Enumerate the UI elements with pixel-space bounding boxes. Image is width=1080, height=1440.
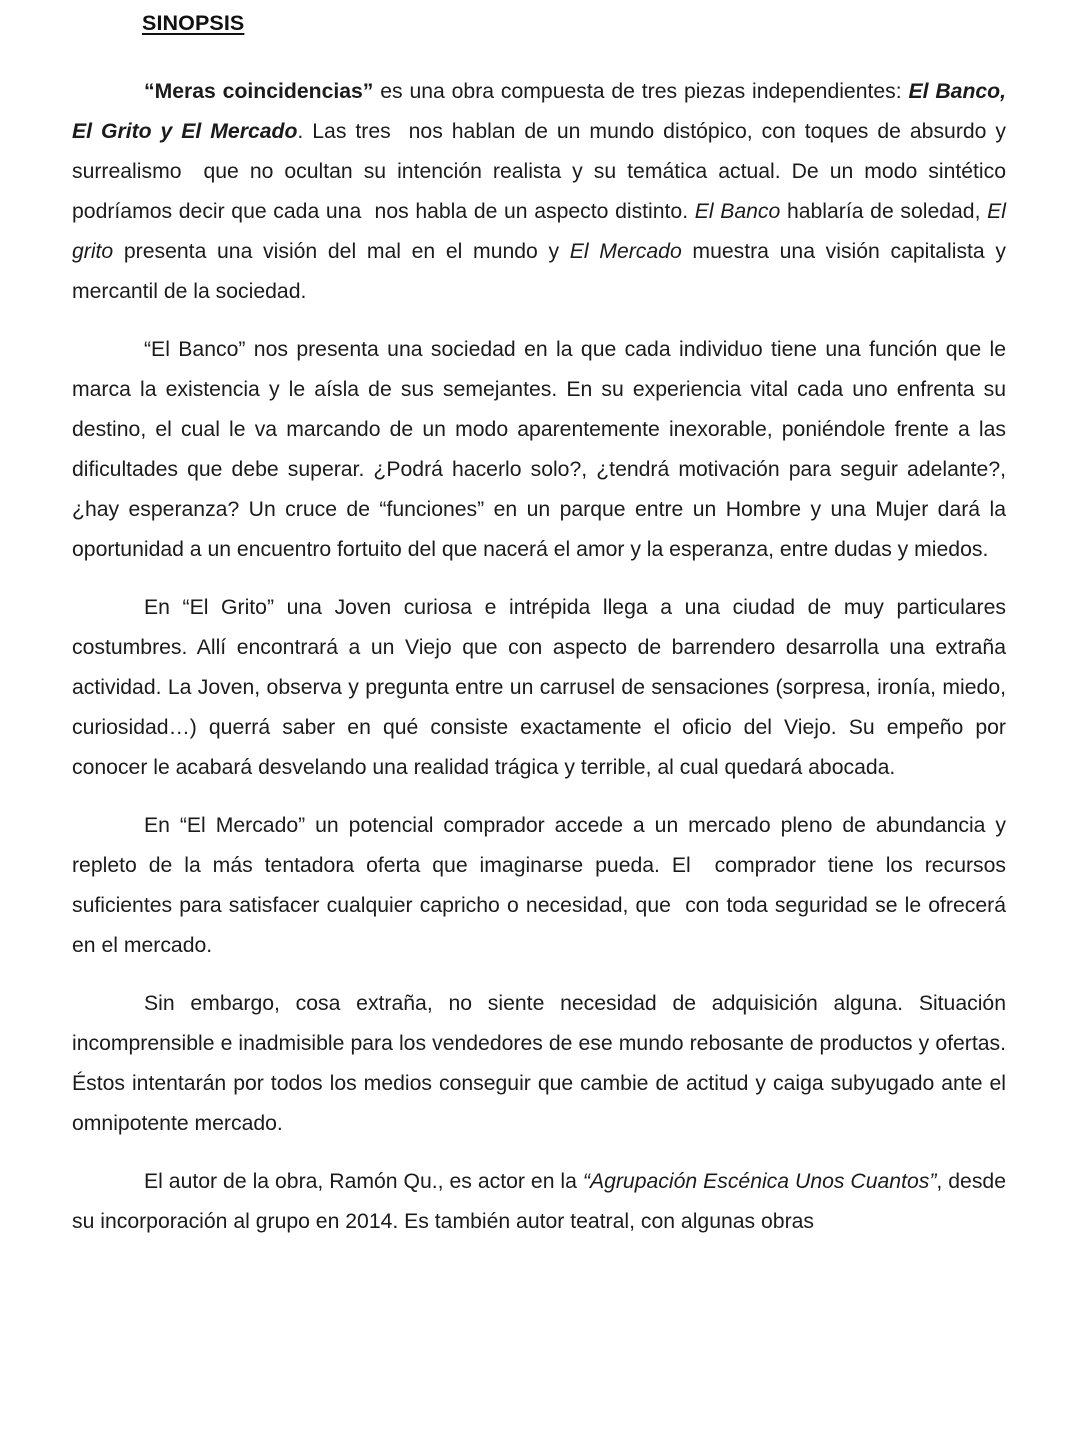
text-run: “El Banco” nos presenta una sociedad en la que cada individuo tiene una función que le marca la existencia y le aísla de sus semejantes. En su experiencia vital cada uno enfrenta su destino, el cual le va marcando de un modo aparentemente inexorable, poniéndole frente a las dificultades que debe superar. ¿Podrá hacerlo solo?, ¿tendrá motivación para seguir adelante?, ¿hay esperanza? Un cruce de “funciones” en un parque entre un Hombre y una Mujer dará la oportunidad a un encuentro fortuito del que nacerá el amor y la esperanza, entre dudas y miedos. (72, 338, 1012, 561)
text-run: El Mercado (569, 240, 682, 263)
paragraph (72, 330, 1012, 570)
page-title: SINOPSIS (142, 11, 245, 35)
text-run: El autor de la obra, Ramón Qu., es actor en la (144, 1170, 583, 1193)
text-run: En “El Grito” una Joven curiosa e intrépida llega a una ciudad de muy particulares costumbres. Allí encontrará a un Viejo que con aspecto de barrendero desarrolla una extraña actividad. La Joven, observa y pregunta entre un carrusel de sensaciones (sorpresa, ironía, miedo, curiosidad…) querrá saber en qué consiste exactamente el oficio del Viejo. Su empeño por conocer le acabará desvelando una realidad trágica y terrible, al cual quedará abocada. (72, 596, 1012, 779)
paragraph (72, 984, 1012, 1144)
document-body (72, 72, 1012, 1242)
text-run: El Banco, El Grito y El Mercado (72, 80, 1012, 143)
text-run: , desde su incorporación al grupo en 2014. Es también autor teatral, con algunas obras (72, 1170, 1012, 1233)
text-run: “Meras coincidencias” (144, 80, 374, 103)
text-run: . Las tres nos hablan de un mundo distópico, con toques de absurdo y surrealismo que no ocultan su intención realista y su temática actual. De un modo sintético podríamos decir que cada una nos habla de un aspecto distinto. (72, 120, 1012, 223)
paragraph (72, 1162, 1012, 1242)
paragraph (72, 588, 1012, 788)
paragraph (72, 72, 1012, 312)
text-run: “Agrupación Escénica Unos Cuantos” (582, 1170, 937, 1193)
text-run: es una obra compuesta de tres piezas independientes: (373, 80, 909, 103)
text-run: El grito (72, 200, 1012, 263)
text-run: El Banco (694, 200, 781, 223)
text-run: En “El Mercado” un potencial comprador accede a un mercado pleno de abundancia y repleto de la más tentadora oferta que imaginarse pueda. El comprador tiene los recursos suficientes para satisfacer cualquier capricho o necesidad, que con toda seguridad se le ofrecerá en el mercado. (72, 814, 1012, 957)
text-run: muestra una visión capitalista y mercantil de la sociedad. (72, 240, 1012, 303)
text-run: Sin embargo, cosa extraña, no siente necesidad de adquisición alguna. Situación incomprensible e inadmisible para los vendedores de ese mundo rebosante de productos y ofertas. Éstos intentarán por todos los medios conseguir que cambie de actitud y caiga subyugado ante el omnipotente mercado. (72, 992, 1012, 1135)
text-run: presenta una visión del mal en el mundo y (113, 240, 570, 263)
text-run: hablaría de soledad, (780, 200, 988, 223)
paragraph (72, 806, 1012, 966)
